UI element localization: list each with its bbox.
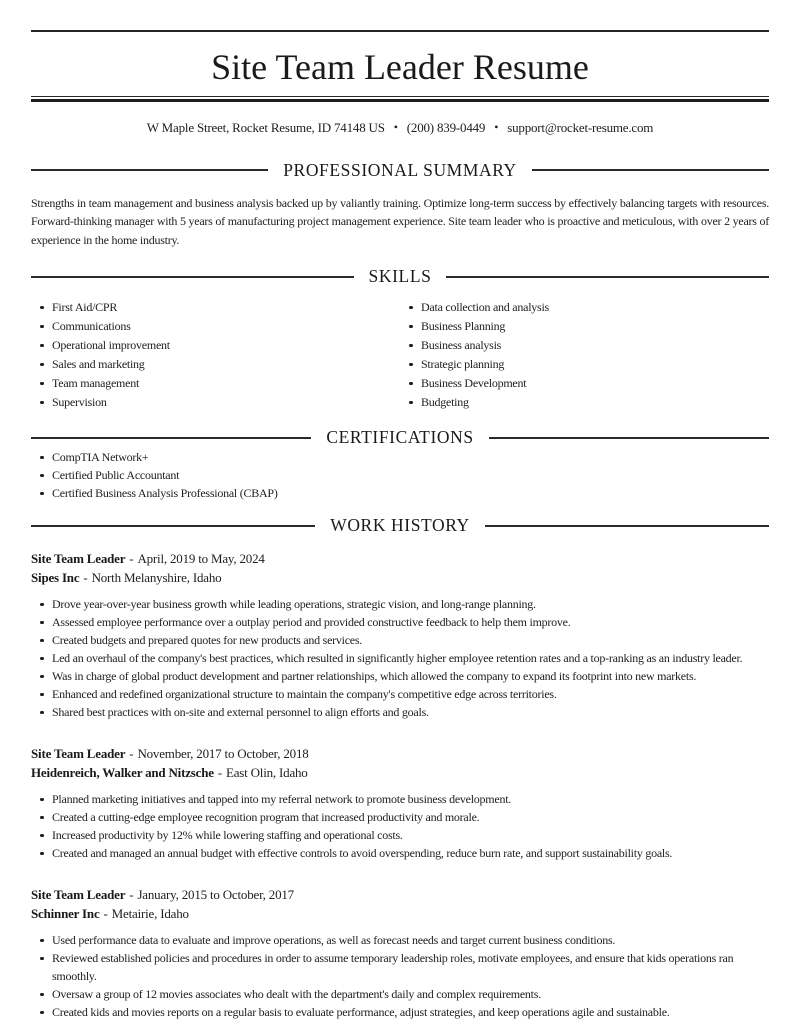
certification-item: Certified Public Accountant — [31, 466, 769, 484]
job-entry — [31, 549, 769, 721]
job-bullet: Drove year-over-year business growth while leading operations, strategic vision, and long-range planning. — [31, 595, 769, 613]
section-title: WORK HISTORY — [330, 515, 470, 536]
job-bullet: Planned marketing initiatives and tapped into my referral network to promote business development. — [31, 790, 769, 808]
job-title-line — [31, 885, 769, 904]
contact-email: support@rocket-resume.com — [507, 119, 654, 135]
skill-item: First Aid/CPR — [31, 298, 400, 316]
job-entry — [31, 744, 769, 862]
job-company-dash: - — [103, 906, 108, 922]
job-title: Site Team Leader — [31, 746, 126, 762]
job-location: Metairie, Idaho — [111, 906, 189, 922]
job-title-line — [31, 549, 769, 568]
skill-item: Business Development — [400, 374, 769, 392]
skills-list-left — [31, 298, 400, 412]
job-bullet: Was in charge of global product development and partner relationships, which allowed the company to expand its footprint into new markets. — [31, 667, 769, 685]
job-bullet: Led an overhaul of the company's best practices, which resulted in significantly higher employee retention rates and a top-ranking as an industry leader. — [31, 649, 769, 667]
contact-address: W Maple Street, Rocket Resume, ID 74148 US — [146, 119, 385, 135]
skill-item: Team management — [31, 374, 400, 392]
job-bullet-list — [31, 595, 769, 721]
heading-rule — [446, 276, 769, 278]
heading-rule — [31, 169, 268, 171]
job-company: Sipes Inc — [31, 570, 80, 586]
job-location: North Melanyshire, Idaho — [91, 570, 222, 586]
summary-text: Strengths in team management and business analysis backed up by valiantly training. Optimize long-term success by effectively balancing targets with resources. Forward-thinking manager with 5 years of manufacturing project management experience. Site team leader who is proactive and meticulous, with over 2 years of experience in the home industry. — [31, 195, 769, 247]
heading-rule — [489, 437, 769, 439]
skills-list-right — [400, 298, 769, 412]
certification-item: CompTIA Network+ — [31, 448, 769, 466]
skill-item: Communications — [31, 317, 400, 335]
job-company: Schinner Inc — [31, 906, 100, 922]
job-dates: November, 2017 to October, 2018 — [137, 746, 309, 762]
job-bullet: Assessed employee performance over a outplay period and provided constructive feedback to help them improve. — [31, 613, 769, 631]
job-bullet: Created a cutting-edge employee recognition program that increased productivity and morale. — [31, 808, 769, 826]
skill-item: Sales and marketing — [31, 355, 400, 373]
job-title: Site Team Leader — [31, 887, 126, 903]
job-bullet: Created kids and movies reports on a regular basis to evaluate performance, adjust strategies, and keep operations agile and sustainable. — [31, 1003, 769, 1021]
job-company-line — [31, 904, 769, 923]
heading-rule — [31, 525, 315, 527]
job-dates: April, 2019 to May, 2024 — [137, 551, 265, 567]
skill-item: Strategic planning — [400, 355, 769, 373]
work-history — [31, 549, 769, 1021]
job-title-line — [31, 744, 769, 763]
job-bullet-list — [31, 931, 769, 1021]
job-company-dash: - — [217, 765, 222, 781]
certification-item: Certified Business Analysis Professional (CBAP) — [31, 484, 769, 502]
heading-rule — [485, 525, 769, 527]
top-rule — [31, 30, 769, 32]
title-divider — [31, 96, 769, 102]
job-bullet: Enhanced and redefined organizational structure to maintain the company's competitive edge across territories. — [31, 685, 769, 703]
job-location: East Olin, Idaho — [225, 765, 308, 781]
job-title-dash: - — [129, 746, 134, 762]
certifications-list — [31, 448, 769, 502]
skill-item: Data collection and analysis — [400, 298, 769, 316]
job-title-dash: - — [129, 551, 134, 567]
skills-section — [31, 298, 769, 412]
job-bullet: Created and managed an annual budget with effective controls to avoid overspending, reduce burn rate, and support sustainability goals. — [31, 844, 769, 862]
job-bullet-list — [31, 790, 769, 862]
job-company-line — [31, 763, 769, 782]
section-title: SKILLS — [368, 266, 432, 287]
job-company-dash: - — [83, 570, 88, 586]
skill-item: Operational improvement — [31, 336, 400, 354]
resume-title: Site Team Leader Resume — [211, 47, 589, 87]
skill-item: Business Planning — [400, 317, 769, 335]
section-title: CERTIFICATIONS — [326, 427, 474, 448]
job-company-line — [31, 568, 769, 587]
job-company: Heidenreich, Walker and Nitzsche — [31, 765, 214, 781]
job-title-dash: - — [129, 887, 134, 903]
job-entry — [31, 885, 769, 1021]
job-bullet: Reviewed established policies and procedures in order to assume temporary leadership roles, motivate employees, and ensure that kids operations ran smoothly. — [31, 949, 769, 985]
job-bullet: Created budgets and prepared quotes for new products and services. — [31, 631, 769, 649]
section-heading-work-history — [31, 515, 769, 536]
job-bullet: Increased productivity by 12% while lowering staffing and operational costs. — [31, 826, 769, 844]
section-heading-skills — [31, 266, 769, 287]
heading-rule — [31, 437, 311, 439]
job-bullet: Shared best practices with on-site and external personnel to align efforts and goals. — [31, 703, 769, 721]
job-bullet: Used performance data to evaluate and improve operations, as well as forecast needs and target current business conditions. — [31, 931, 769, 949]
skill-item: Business analysis — [400, 336, 769, 354]
section-heading-professional-summary — [31, 160, 769, 181]
skill-item: Budgeting — [400, 393, 769, 411]
section-title: PROFESSIONAL SUMMARY — [283, 159, 517, 180]
job-bullet: Oversaw a group of 12 movies associates who dealt with the department's daily and complex requirements. — [31, 985, 769, 1003]
contact-separator-dot: • — [494, 119, 499, 134]
contact-phone: (200) 839-0449 — [406, 119, 486, 135]
section-heading-certifications — [31, 427, 769, 448]
heading-rule — [532, 169, 769, 171]
skill-item: Supervision — [31, 393, 400, 411]
contact-separator-dot: • — [393, 119, 398, 134]
contact-info — [31, 120, 769, 136]
job-title: Site Team Leader — [31, 551, 126, 567]
heading-rule — [31, 276, 354, 278]
job-dates: January, 2015 to October, 2017 — [137, 887, 294, 903]
